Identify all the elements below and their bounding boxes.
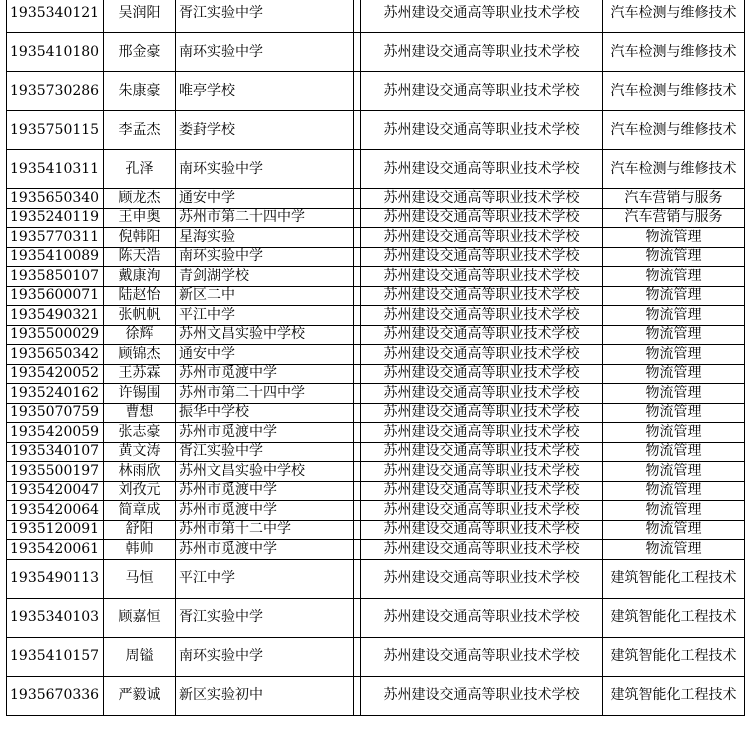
- student-name-cell: 徐辉: [104, 325, 176, 345]
- middle-school-cell: 苏州市觅渡中学: [176, 481, 354, 501]
- admitting-school-cell: 苏州建设交通高等职业技术学校: [361, 559, 603, 598]
- column-gap-cell: [354, 403, 361, 423]
- middle-school-cell: 振华中学校: [176, 403, 354, 423]
- student-id-cell: 1935340121: [7, 0, 104, 33]
- table-row: [7, 676, 745, 715]
- major-cell: 物流管理: [603, 481, 745, 501]
- student-id-cell: 1935340103: [7, 598, 104, 637]
- table-row: [7, 33, 745, 72]
- student-id-cell: 1935420064: [7, 501, 104, 521]
- table-row: [7, 247, 745, 267]
- student-id-cell: 1935600071: [7, 286, 104, 306]
- student-name-cell: 许锡围: [104, 384, 176, 404]
- student-id-cell: 1935650340: [7, 189, 104, 209]
- admitting-school-cell: 苏州建设交通高等职业技术学校: [361, 208, 603, 228]
- table-row: [7, 520, 745, 540]
- table-row: [7, 403, 745, 423]
- column-gap-cell: [354, 33, 361, 72]
- table-row: [7, 325, 745, 345]
- major-cell: 物流管理: [603, 423, 745, 443]
- column-gap-cell: [354, 423, 361, 443]
- major-cell: 建筑智能化工程技术: [603, 559, 745, 598]
- table-body: [7, 0, 745, 715]
- major-cell: 物流管理: [603, 501, 745, 521]
- major-cell: 建筑智能化工程技术: [603, 598, 745, 637]
- major-cell: 汽车检测与维修技术: [603, 0, 745, 33]
- column-gap-cell: [354, 520, 361, 540]
- admitting-school-cell: 苏州建设交通高等职业技术学校: [361, 364, 603, 384]
- student-id-cell: 1935420061: [7, 540, 104, 560]
- student-name-cell: 朱康豪: [104, 72, 176, 111]
- table-row: [7, 189, 745, 209]
- student-id-cell: 1935500197: [7, 462, 104, 482]
- major-cell: 物流管理: [603, 228, 745, 248]
- middle-school-cell: 胥江实验中学: [176, 442, 354, 462]
- student-id-cell: 1935730286: [7, 72, 104, 111]
- middle-school-cell: 苏州市第二十四中学: [176, 208, 354, 228]
- major-cell: 汽车营销与服务: [603, 208, 745, 228]
- middle-school-cell: 通安中学: [176, 189, 354, 209]
- student-name-cell: 陆赵怡: [104, 286, 176, 306]
- student-name-cell: 倪韩阳: [104, 228, 176, 248]
- column-gap-cell: [354, 228, 361, 248]
- column-gap-cell: [354, 462, 361, 482]
- major-cell: 物流管理: [603, 247, 745, 267]
- admitting-school-cell: 苏州建设交通高等职业技术学校: [361, 325, 603, 345]
- column-gap-cell: [354, 637, 361, 676]
- student-id-cell: 1935490321: [7, 306, 104, 326]
- table-row: [7, 559, 745, 598]
- major-cell: 汽车检测与维修技术: [603, 72, 745, 111]
- column-gap-cell: [354, 481, 361, 501]
- middle-school-cell: 南环实验中学: [176, 33, 354, 72]
- student-id-cell: 1935650342: [7, 345, 104, 365]
- student-id-cell: 1935670336: [7, 676, 104, 715]
- major-cell: 物流管理: [603, 345, 745, 365]
- column-gap-cell: [354, 286, 361, 306]
- column-gap-cell: [354, 501, 361, 521]
- major-cell: 汽车检测与维修技术: [603, 111, 745, 150]
- middle-school-cell: 通安中学: [176, 345, 354, 365]
- major-cell: 汽车检测与维修技术: [603, 150, 745, 189]
- column-gap-cell: [354, 306, 361, 326]
- admitting-school-cell: 苏州建设交通高等职业技术学校: [361, 228, 603, 248]
- middle-school-cell: 平江中学: [176, 559, 354, 598]
- major-cell: 建筑智能化工程技术: [603, 676, 745, 715]
- admitting-school-cell: 苏州建设交通高等职业技术学校: [361, 345, 603, 365]
- column-gap-cell: [354, 540, 361, 560]
- student-name-cell: 林雨欣: [104, 462, 176, 482]
- student-name-cell: 邢金豪: [104, 33, 176, 72]
- major-cell: 汽车检测与维修技术: [603, 33, 745, 72]
- admitting-school-cell: 苏州建设交通高等职业技术学校: [361, 267, 603, 287]
- column-gap-cell: [354, 676, 361, 715]
- column-gap-cell: [354, 364, 361, 384]
- student-name-cell: 舒阳: [104, 520, 176, 540]
- middle-school-cell: 胥江实验中学: [176, 0, 354, 33]
- middle-school-cell: 苏州文昌实验中学校: [176, 462, 354, 482]
- middle-school-cell: 苏州市觅渡中学: [176, 423, 354, 443]
- student-id-cell: 1935120091: [7, 520, 104, 540]
- admitting-school-cell: 苏州建设交通高等职业技术学校: [361, 540, 603, 560]
- admitting-school-cell: 苏州建设交通高等职业技术学校: [361, 676, 603, 715]
- table-row: [7, 637, 745, 676]
- student-id-cell: 1935420047: [7, 481, 104, 501]
- column-gap-cell: [354, 442, 361, 462]
- column-gap-cell: [354, 150, 361, 189]
- column-gap-cell: [354, 0, 361, 33]
- middle-school-cell: 南环实验中学: [176, 637, 354, 676]
- major-cell: 物流管理: [603, 267, 745, 287]
- admitting-school-cell: 苏州建设交通高等职业技术学校: [361, 462, 603, 482]
- admitting-school-cell: 苏州建设交通高等职业技术学校: [361, 520, 603, 540]
- major-cell: 物流管理: [603, 364, 745, 384]
- student-name-cell: 孔泽: [104, 150, 176, 189]
- middle-school-cell: 新区实验初中: [176, 676, 354, 715]
- table-row: [7, 364, 745, 384]
- major-cell: 物流管理: [603, 540, 745, 560]
- student-name-cell: 黄文涛: [104, 442, 176, 462]
- column-gap-cell: [354, 325, 361, 345]
- table-row: [7, 228, 745, 248]
- column-gap-cell: [354, 559, 361, 598]
- major-cell: 物流管理: [603, 520, 745, 540]
- major-cell: 物流管理: [603, 384, 745, 404]
- student-name-cell: 王申奥: [104, 208, 176, 228]
- table-row: [7, 208, 745, 228]
- middle-school-cell: 青剑湖学校: [176, 267, 354, 287]
- table-row: [7, 598, 745, 637]
- student-name-cell: 李孟杰: [104, 111, 176, 150]
- middle-school-cell: 南环实验中学: [176, 247, 354, 267]
- middle-school-cell: 胥江实验中学: [176, 598, 354, 637]
- table-row: [7, 306, 745, 326]
- student-name-cell: 马恒: [104, 559, 176, 598]
- student-id-cell: 1935750115: [7, 111, 104, 150]
- column-gap-cell: [354, 189, 361, 209]
- student-name-cell: 张帆帆: [104, 306, 176, 326]
- admitting-school-cell: 苏州建设交通高等职业技术学校: [361, 306, 603, 326]
- admitting-school-cell: 苏州建设交通高等职业技术学校: [361, 442, 603, 462]
- student-name-cell: 严毅诚: [104, 676, 176, 715]
- table-row: [7, 481, 745, 501]
- admitting-school-cell: 苏州建设交通高等职业技术学校: [361, 286, 603, 306]
- middle-school-cell: 苏州市第十二中学: [176, 520, 354, 540]
- student-name-cell: 顾嘉恒: [104, 598, 176, 637]
- student-name-cell: 戴康洵: [104, 267, 176, 287]
- middle-school-cell: 苏州市觅渡中学: [176, 364, 354, 384]
- table-row: [7, 501, 745, 521]
- student-id-cell: 1935770311: [7, 228, 104, 248]
- student-name-cell: 曹想: [104, 403, 176, 423]
- table-row: [7, 72, 745, 111]
- major-cell: 物流管理: [603, 325, 745, 345]
- admitting-school-cell: 苏州建设交通高等职业技术学校: [361, 637, 603, 676]
- column-gap-cell: [354, 72, 361, 111]
- admitting-school-cell: 苏州建设交通高等职业技术学校: [361, 72, 603, 111]
- admitting-school-cell: 苏州建设交通高等职业技术学校: [361, 33, 603, 72]
- student-id-cell: 1935070759: [7, 403, 104, 423]
- table-row: [7, 462, 745, 482]
- table-row: [7, 150, 745, 189]
- student-name-cell: 张志豪: [104, 423, 176, 443]
- student-id-cell: 1935850107: [7, 267, 104, 287]
- middle-school-cell: 星海实验: [176, 228, 354, 248]
- student-name-cell: 刘孜元: [104, 481, 176, 501]
- student-name-cell: 简章成: [104, 501, 176, 521]
- table-row: [7, 111, 745, 150]
- column-gap-cell: [354, 111, 361, 150]
- student-id-cell: 1935240119: [7, 208, 104, 228]
- admitting-school-cell: 苏州建设交通高等职业技术学校: [361, 111, 603, 150]
- admitting-school-cell: 苏州建设交通高等职业技术学校: [361, 150, 603, 189]
- column-gap-cell: [354, 267, 361, 287]
- student-id-cell: 1935420059: [7, 423, 104, 443]
- major-cell: 物流管理: [603, 462, 745, 482]
- middle-school-cell: 苏州市第二十四中学: [176, 384, 354, 404]
- student-name-cell: 王苏霖: [104, 364, 176, 384]
- major-cell: 物流管理: [603, 286, 745, 306]
- admitting-school-cell: 苏州建设交通高等职业技术学校: [361, 403, 603, 423]
- middle-school-cell: 新区二中: [176, 286, 354, 306]
- table-row: [7, 442, 745, 462]
- student-id-cell: 1935410089: [7, 247, 104, 267]
- major-cell: 物流管理: [603, 403, 745, 423]
- admitting-school-cell: 苏州建设交通高等职业技术学校: [361, 501, 603, 521]
- middle-school-cell: 苏州市觅渡中学: [176, 540, 354, 560]
- student-id-cell: 1935490113: [7, 559, 104, 598]
- table-row: [7, 267, 745, 287]
- column-gap-cell: [354, 247, 361, 267]
- admitting-school-cell: 苏州建设交通高等职业技术学校: [361, 384, 603, 404]
- admitting-school-cell: 苏州建设交通高等职业技术学校: [361, 423, 603, 443]
- admission-list-table: [6, 0, 745, 716]
- student-id-cell: 1935500029: [7, 325, 104, 345]
- middle-school-cell: 唯亭学校: [176, 72, 354, 111]
- middle-school-cell: 苏州市觅渡中学: [176, 501, 354, 521]
- table-row: [7, 384, 745, 404]
- student-id-cell: 1935410180: [7, 33, 104, 72]
- admitting-school-cell: 苏州建设交通高等职业技术学校: [361, 481, 603, 501]
- student-name-cell: 顾锦杰: [104, 345, 176, 365]
- student-name-cell: 韩帅: [104, 540, 176, 560]
- student-id-cell: 1935410311: [7, 150, 104, 189]
- column-gap-cell: [354, 384, 361, 404]
- major-cell: 物流管理: [603, 306, 745, 326]
- table-row: [7, 0, 745, 33]
- middle-school-cell: 苏州文昌实验中学校: [176, 325, 354, 345]
- major-cell: 建筑智能化工程技术: [603, 637, 745, 676]
- admitting-school-cell: 苏州建设交通高等职业技术学校: [361, 598, 603, 637]
- major-cell: 物流管理: [603, 442, 745, 462]
- student-name-cell: 周镒: [104, 637, 176, 676]
- student-id-cell: 1935420052: [7, 364, 104, 384]
- major-cell: 汽车营销与服务: [603, 189, 745, 209]
- student-name-cell: 陈天浩: [104, 247, 176, 267]
- admitting-school-cell: 苏州建设交通高等职业技术学校: [361, 0, 603, 33]
- student-id-cell: 1935340107: [7, 442, 104, 462]
- column-gap-cell: [354, 208, 361, 228]
- student-name-cell: 顾龙杰: [104, 189, 176, 209]
- table-row: [7, 286, 745, 306]
- admitting-school-cell: 苏州建设交通高等职业技术学校: [361, 247, 603, 267]
- middle-school-cell: 平江中学: [176, 306, 354, 326]
- column-gap-cell: [354, 598, 361, 637]
- table-row: [7, 540, 745, 560]
- middle-school-cell: 娄葑学校: [176, 111, 354, 150]
- student-id-cell: 1935410157: [7, 637, 104, 676]
- student-id-cell: 1935240162: [7, 384, 104, 404]
- middle-school-cell: 南环实验中学: [176, 150, 354, 189]
- student-name-cell: 吴润阳: [104, 0, 176, 33]
- table-row: [7, 423, 745, 443]
- admitting-school-cell: 苏州建设交通高等职业技术学校: [361, 189, 603, 209]
- table-row: [7, 345, 745, 365]
- column-gap-cell: [354, 345, 361, 365]
